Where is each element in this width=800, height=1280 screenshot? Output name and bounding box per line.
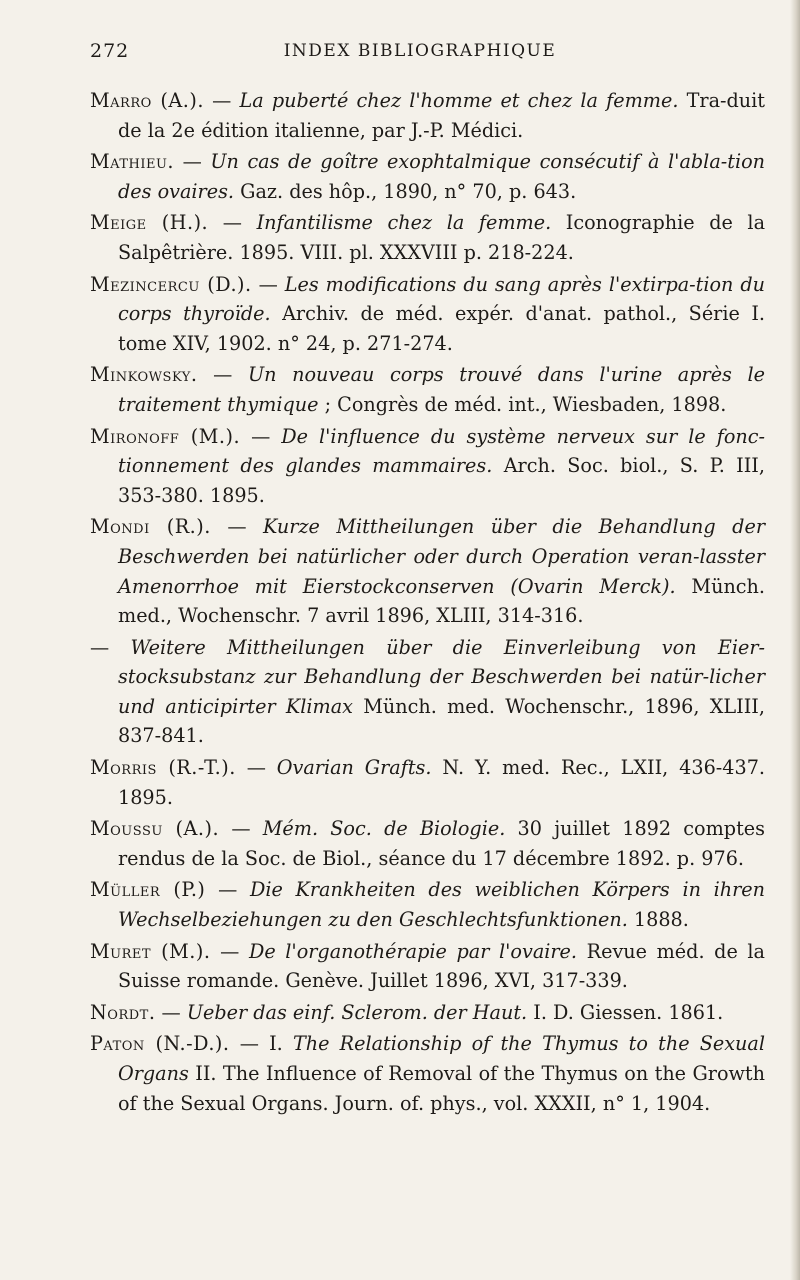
- entry-details: Münch. med. Wochenschr., 1896, XLIII, 837-841.: [118, 694, 765, 748]
- entry-title: Ueber das einf. Sclerom. der Haut.: [186, 1000, 528, 1024]
- entry-details: 1888.: [627, 908, 689, 932]
- bibliography-entry: [90, 1029, 765, 1118]
- page-number: 272: [90, 40, 130, 62]
- entry-details: Münch. med., Wochenschr. 7 avril 1896, XLIII, 314-316.: [118, 574, 765, 628]
- entry-separator: —: [197, 363, 248, 387]
- bibliography-entry: [90, 998, 765, 1028]
- entry-details: Archiv. de méd. expér. d'anat. pathol., Série I. tome XIV, 1902. n° 24, p. 271-274.: [118, 302, 765, 355]
- page-header: [90, 40, 750, 70]
- entry-separator: —: [203, 89, 240, 112]
- entry-details: ; Congrès de méd. int., Wiesbaden, 1898.: [318, 392, 727, 416]
- entry-author: Mironoff (M.).: [90, 424, 241, 448]
- entry-title: Kurze Mittheilungen über die Behandlung der Beschwerden bei natürlicher oder durch Operation veran-lasster Amenorrhoe mit Eierstockconserven (Ovarin Merck).: [118, 515, 765, 598]
- entry-author: Müller (P.): [90, 878, 206, 902]
- bibliography-entry: [90, 875, 765, 934]
- entry-title: Weitere Mittheilungen über die Einverleibung von Eier-stocksubstanz zur Behandlung der Beschwerden bei natür-licher und anticipirter Klimax: [118, 635, 765, 718]
- entry-separator: —: [155, 1000, 187, 1024]
- entry-author: Meige (H.).: [90, 211, 209, 235]
- bibliography-list: [90, 86, 765, 1120]
- entry-details: Gaz. des hôp., 1890, n° 70, p. 643.: [234, 179, 577, 203]
- bibliography-entry: [90, 937, 765, 996]
- entry-details: 30 juillet 1892 comptes rendus de la Soc. de Biol., séance du 17 décembre 1892. p. 976.: [118, 817, 765, 870]
- entry-author: Mezincercu (D.).: [90, 272, 252, 296]
- bibliography-entry: [90, 753, 765, 812]
- entry-details: Iconographie de la Salpêtrière. 1895. VIII. pl. XXXVIII p. 218-224.: [118, 211, 766, 264]
- entry-title: Infantilisme chez la femme.: [256, 211, 552, 235]
- entry-author: Paton (N.-D.).: [90, 1032, 230, 1056]
- entry-author: Nordt.: [90, 1000, 156, 1024]
- entry-title: Un cas de goître exophtalmique consécutif à l'abla-tion des ovaires.: [118, 150, 765, 203]
- entry-author: Moussu (A.).: [90, 817, 220, 841]
- entry-title: Die Krankheiten des weiblichen Körpers in ihren Wechselbeziehungen zu den Geschlechtsfunktionen.: [118, 878, 765, 932]
- entry-title: Un nouveau corps trouvé dans l'urine après le traitement thymique: [118, 363, 766, 416]
- bibliography-entry: [90, 633, 765, 751]
- entry-separator: —: [210, 515, 263, 539]
- entry-separator: —: [174, 150, 211, 174]
- bibliography-entry: [90, 270, 765, 359]
- entry-title: The Relationship of the Thymus to the Sexual Organs: [118, 1032, 765, 1085]
- entry-author: Mathieu.: [90, 150, 175, 174]
- running-title: INDEX BIBLIOGRAPHIQUE: [283, 41, 557, 61]
- entry-title: De l'organothérapie par l'ovaire.: [248, 939, 578, 963]
- entry-details: II. The Influence of Removal of the Thymus on the Growth of the Sexual Organs. Journ. of. phys., vol. XXXII, n° 1, 1904.: [118, 1062, 765, 1115]
- entry-title: Les modifications du sang après l'extirpa-tion du corps thyroïde.: [118, 272, 766, 326]
- bibliography-entry: [90, 147, 765, 206]
- bibliography-entry: [90, 360, 765, 419]
- entry-separator: —: [210, 939, 249, 963]
- entry-title: La puberté chez l'homme et chez la femme.: [239, 89, 679, 112]
- entry-separator: —: [251, 272, 285, 296]
- bibliography-entry: [90, 512, 765, 630]
- entry-title: Ovarian Grafts.: [276, 756, 432, 780]
- entry-author: Morris (R.-T.).: [90, 756, 236, 780]
- bibliography-entry: [90, 86, 765, 145]
- bibliography-entry: [90, 422, 765, 511]
- bibliography-entry: [90, 208, 765, 267]
- entry-details: I. D. Giessen. 1861.: [527, 1000, 724, 1024]
- entry-title: Mém. Soc. de Biologie.: [262, 817, 506, 841]
- entry-separator: — I.: [229, 1032, 293, 1056]
- entry-author: Marro (A.).: [90, 89, 204, 112]
- entry-separator: —: [240, 424, 282, 448]
- entry-details: N. Y. med. Rec., LXII, 436-437. 1895.: [118, 756, 765, 809]
- entry-title: De l'influence du système nerveux sur le fonc-tionnement des glandes mammaires.: [118, 424, 765, 478]
- entry-separator: —: [90, 635, 131, 659]
- entry-details: Tra-duit de la 2e édition italienne, par J.-P. Médici.: [118, 89, 765, 142]
- entry-author: Minkowsky.: [90, 363, 198, 387]
- entry-separator: —: [205, 878, 250, 902]
- entry-details: Revue méd. de la Suisse romande. Genève. Juillet 1896, XVI, 317-339.: [118, 939, 765, 993]
- bibliography-entry: [90, 814, 765, 873]
- entry-author: Mondi (R.).: [90, 515, 211, 539]
- entry-author: Muret (M.).: [90, 939, 211, 963]
- entry-separator: —: [208, 211, 257, 235]
- entry-details: Arch. Soc. biol., S. P. III, 353-380. 1895.: [118, 454, 765, 507]
- entry-separator: —: [235, 756, 277, 780]
- page-edge: [790, 0, 800, 1280]
- entry-separator: —: [219, 817, 263, 841]
